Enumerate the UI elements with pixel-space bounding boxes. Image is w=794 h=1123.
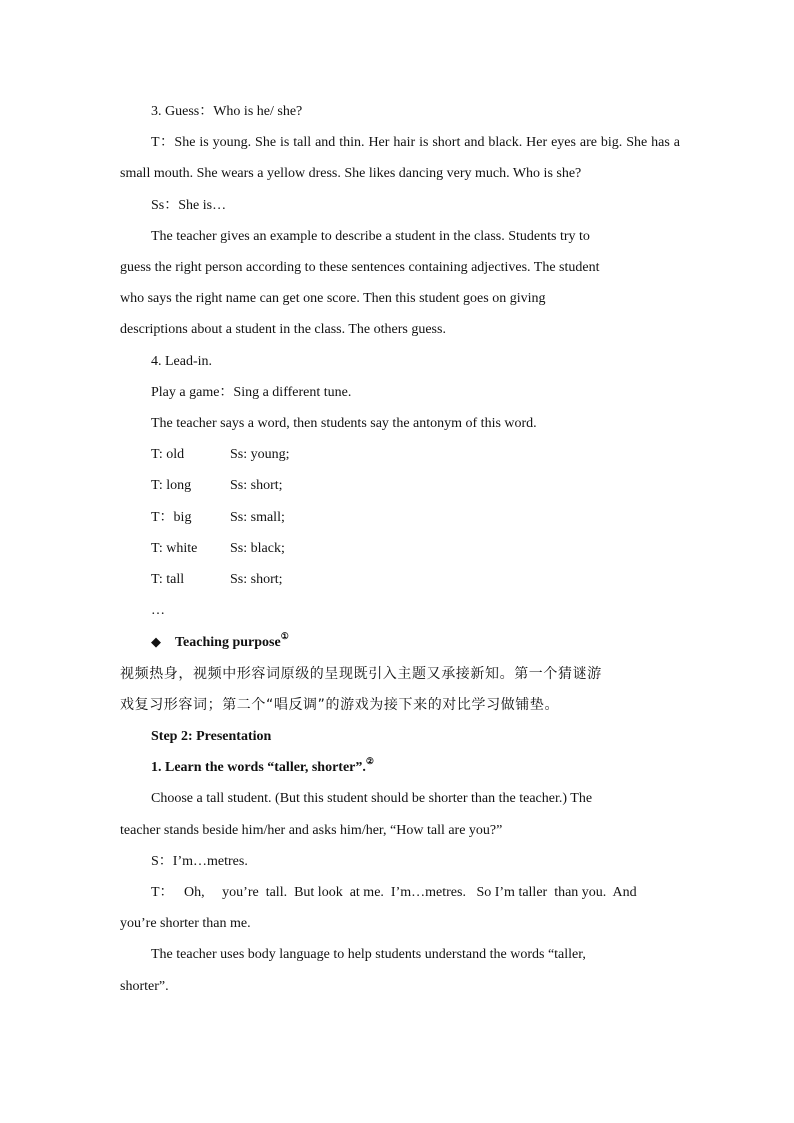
guess-desc-line-2: guess the right person according to these sentences containing adjectives. The student [120,260,600,276]
presentation-subheading-text: 1. Learn the words “taller, shorter”. [151,760,366,776]
guess-students-line: Ss：She is… [151,197,227,213]
leadin-game: Play a game：Sing a different tune. [151,384,352,400]
student-word: Ss: black; [230,540,285,556]
presentation-body-line-2: shorter”. [120,978,169,994]
presentation-heading: Step 2: Presentation [151,729,272,745]
student-word: Ss: short; [230,572,283,588]
teacher-word: T: long [151,478,192,494]
presentation-student-line: S：I’m…metres. [151,853,248,869]
presentation-teacher-line-1: T： Oh, you’re tall. But look at me. I’m…metres. So I’m taller than you. And [151,885,637,901]
antonym-pair [120,533,680,564]
guess-desc-line-3: who says the right name can get one score. Then this student goes on giving [120,291,546,307]
diamond-bullet-icon: ◆ [151,634,161,650]
purpose-line-1: 视频热身，视频中形容词原级的呈现既引入主题又承接新知。第一个猜谜游 [120,665,602,682]
presentation-line-1: Choose a tall student. (But this student should be shorter than the teacher.) The [151,791,593,807]
presentation-body-line-1: The teacher uses body language to help students understand the words “taller, [151,947,586,963]
leadin-instruction: The teacher says a word, then students say the antonym of this word. [151,416,537,432]
guess-desc-line-4: descriptions about a student in the class. The others guess. [120,322,446,338]
antonym-pair [120,502,680,533]
footnote-marker: ① [280,631,289,642]
guess-teacher-line: T：She is young. She is tall and thin. Her hair is short and black. Her eyes are big. She has a small mouth. She wears a yellow dress. She likes dancing very much. Who is she? [120,135,680,182]
guess-desc-line-1: The teacher gives an example to describe a student in the class. Students try to [151,228,590,244]
presentation-teacher-line-2: you’re shorter than me. [120,916,251,932]
presentation-subheading [120,752,680,783]
leadin-heading: 4. Lead-in. [151,353,213,369]
antonym-pair [120,470,680,501]
document-page [120,96,680,1002]
purpose-line-2: 戏复习形容词；第二个“唱反调”的游戏为接下来的对比学习做铺垫。 [120,696,560,713]
antonym-pair [120,439,680,470]
teaching-purpose-title: Teaching purpose [175,635,281,651]
guess-heading: 3. Guess：Who is he/ she? [151,104,303,119]
student-word: Ss: small; [230,509,285,525]
teaching-purpose-heading [120,626,680,658]
presentation-line-2: teacher stands beside him/her and asks him/her, “How tall are you?” [120,822,503,838]
student-word: Ss: young; [230,447,290,463]
leadin-ellipsis: … [151,603,165,619]
student-word: Ss: short; [230,478,283,494]
teacher-word: T：big [151,509,192,525]
teacher-word: T: tall [151,572,185,588]
teacher-word: T: white [151,540,198,556]
antonym-pair [120,564,680,595]
footnote-marker: ② [365,756,374,767]
teacher-word: T: old [151,447,185,463]
